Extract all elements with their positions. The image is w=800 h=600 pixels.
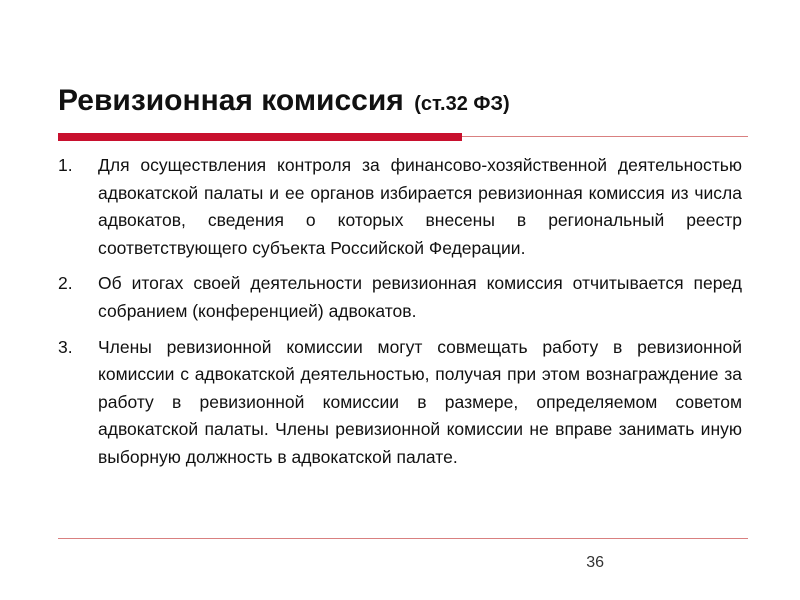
- item-number: 3.: [58, 336, 73, 357]
- list-item: [58, 270, 742, 325]
- item-text: Члены ревизионной комиссии могут совмещать работу в ревизионной комиссии с адвокатской деятельностью, получая при этом вознаграждение за работу в ревизионной комиссии в размере, определяемом советом адвокатской палаты. Члены ревизионной комиссии не вправе занимать иную выборную должность в адвокатской палате.: [98, 336, 742, 467]
- item-number: 2.: [58, 273, 73, 294]
- list-item: [58, 334, 742, 472]
- content-list: [58, 152, 742, 480]
- title-subtitle: (ст.32 ФЗ): [414, 93, 510, 115]
- title-accent-bar: [58, 133, 462, 141]
- title-main: Ревизионная комиссия: [58, 84, 404, 117]
- item-text: Для осуществления контроля за финансово-хозяйственной деятельностью адвокатской палаты и ее органов избирается ревизионная комиссия из числа адвокатов, сведения о которых внесены в региональный реестр соответствующего субъекта Российской Федерации.: [98, 155, 742, 258]
- item-text: Об итогах своей деятельности ревизионная комиссия отчитывается перед собранием (конференцией) адвокатов.: [98, 273, 742, 321]
- list-item: [58, 152, 742, 262]
- footer-divider: [58, 538, 748, 539]
- item-number: 1.: [58, 155, 73, 175]
- page-title: [58, 84, 510, 118]
- page-number: 36: [586, 554, 604, 571]
